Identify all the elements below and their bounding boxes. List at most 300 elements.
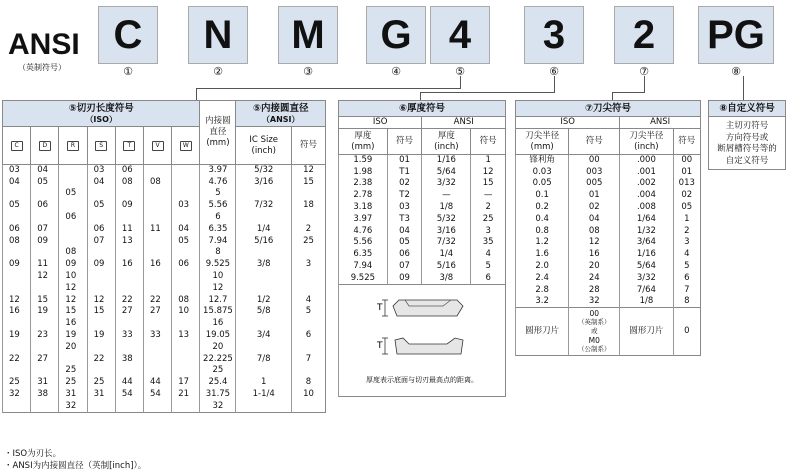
table-row — [339, 225, 506, 237]
code-box-3: M — [278, 6, 338, 64]
table-cell: 2.4 — [516, 272, 569, 284]
table-cell: 1/32 — [620, 225, 673, 237]
table-cell: 8 — [292, 377, 326, 389]
table-cell — [31, 212, 59, 224]
t7-col2: 符号 — [569, 129, 620, 155]
table-cell: 33 — [144, 330, 172, 342]
table-cell: 08 — [115, 176, 143, 188]
table-cell — [115, 282, 143, 294]
table-cell: 6 — [673, 272, 700, 284]
table-cell: 0.4 — [516, 213, 569, 225]
table-cell — [31, 247, 59, 259]
table-cell: 04 — [3, 176, 31, 188]
table-cell — [87, 247, 115, 259]
t6-col4: 符号 — [471, 129, 506, 155]
table-cell: 4.76 — [339, 225, 388, 237]
table-cell: 03 — [172, 200, 200, 212]
table-row — [339, 155, 506, 167]
table-cell — [3, 282, 31, 294]
t6-col3: 厚度 (inch) — [422, 129, 471, 155]
table-cell — [172, 282, 200, 294]
table-cell — [292, 365, 326, 377]
table-cell: 25 — [200, 365, 236, 377]
table-row — [3, 165, 326, 177]
table-cell — [172, 176, 200, 188]
table-cell: 12 — [471, 166, 506, 178]
table-cell — [236, 212, 292, 224]
table-cell — [31, 400, 59, 412]
table-cell — [115, 212, 143, 224]
table-cell: T2 — [387, 190, 422, 202]
table-cell: 11 — [115, 223, 143, 235]
table-cell: 15 — [87, 306, 115, 318]
table-cell: 04 — [172, 223, 200, 235]
table-cell — [236, 271, 292, 283]
table-cell: 22 — [144, 294, 172, 306]
table-cell — [172, 188, 200, 200]
table-cell: 2.78 — [339, 190, 388, 202]
table-cell: 25 — [87, 377, 115, 389]
table-cell: 7/8 — [236, 353, 292, 365]
table-cell: 5.56 — [200, 200, 236, 212]
table-cell: 3/16 — [236, 176, 292, 188]
table-cell — [3, 271, 31, 283]
table-row — [516, 202, 701, 214]
thickness-diagram-cell — [339, 284, 506, 396]
table-cell: 5 — [471, 261, 506, 273]
table-cell: 19 — [87, 330, 115, 342]
table-cell: 7.94 — [339, 261, 388, 273]
table-cell: 2.0 — [516, 261, 569, 273]
table-cell — [144, 282, 172, 294]
table-cell — [236, 188, 292, 200]
table-row — [3, 188, 326, 200]
code-box-1: C — [98, 6, 158, 64]
table-cell: 16 — [115, 259, 143, 271]
table-cell: 08 — [144, 176, 172, 188]
table-cell: 27 — [115, 306, 143, 318]
table-row — [3, 318, 326, 330]
table-cell: 2.8 — [516, 284, 569, 296]
table-row — [516, 237, 701, 249]
table-cell: 12 — [59, 282, 87, 294]
thickness-diagram — [339, 286, 505, 394]
note-1: ・ISO为刃长。 — [4, 449, 62, 459]
table-cell: 09 — [31, 235, 59, 247]
table-cell: 06 — [87, 223, 115, 235]
table-cell: 1.2 — [516, 237, 569, 249]
table-cell: 1/16 — [620, 249, 673, 261]
table-cell: 09 — [59, 259, 87, 271]
table-cell: 013 — [673, 178, 700, 190]
table-cell: 2 — [673, 225, 700, 237]
table-cell: 12 — [3, 294, 31, 306]
t5-inscribed-header: 内接圆直径 (mm) — [200, 101, 236, 165]
table-cell: .001 — [620, 166, 673, 178]
table-cell: 00 — [673, 155, 700, 167]
table-cell: 15 — [31, 294, 59, 306]
table-cell: .008 — [620, 202, 673, 214]
table-cell: 22 — [3, 353, 31, 365]
table-cell — [115, 271, 143, 283]
table-cell — [31, 282, 59, 294]
table-cell: 0.8 — [516, 225, 569, 237]
code-box-2: N — [188, 6, 248, 64]
table-cell: 16 — [144, 259, 172, 271]
table-cell: 0.03 — [516, 166, 569, 178]
table-cell — [3, 341, 31, 353]
table-row — [3, 341, 326, 353]
table-cell — [87, 341, 115, 353]
table-cell — [144, 271, 172, 283]
table-cell: 3/32 — [422, 178, 471, 190]
table-row — [339, 202, 506, 214]
code-box-8: PG — [698, 6, 774, 64]
table-cell: 10 — [200, 271, 236, 283]
table-cell: 06 — [387, 249, 422, 261]
table-cell — [144, 247, 172, 259]
code-box-7: 2 — [614, 6, 674, 64]
table-cell: 12.7 — [200, 294, 236, 306]
round-insert-ansi-code: 0 — [673, 308, 700, 356]
table-row — [3, 365, 326, 377]
table-cell: 01 — [673, 166, 700, 178]
table-cell: 3 — [471, 225, 506, 237]
table-cell: 7/32 — [422, 237, 471, 249]
table-cell: 1-1/4 — [236, 389, 292, 401]
table-cell: 44 — [115, 377, 143, 389]
table-cell — [3, 212, 31, 224]
table-cell: 25 — [59, 377, 87, 389]
t6-col2: 符号 — [387, 129, 422, 155]
table-cell: 7.94 — [200, 235, 236, 247]
table-row — [3, 223, 326, 235]
table-cell: 1 — [236, 377, 292, 389]
table-cell — [87, 365, 115, 377]
table-cell: 1/4 — [236, 223, 292, 235]
table-cell: 1/8 — [620, 296, 673, 308]
table-cell — [236, 247, 292, 259]
table-cell — [87, 400, 115, 412]
table-cell — [144, 235, 172, 247]
table-cell: 12 — [569, 237, 620, 249]
connector-6-h — [420, 92, 555, 93]
code-number-4: ④ — [391, 65, 401, 78]
table-cell — [292, 271, 326, 283]
table-cell — [144, 365, 172, 377]
table-cell — [115, 247, 143, 259]
table-row — [516, 272, 701, 284]
table-cell: 6 — [200, 212, 236, 224]
table-cell: 04 — [387, 225, 422, 237]
table-row — [339, 249, 506, 261]
table-cell: 3.97 — [200, 165, 236, 177]
table-cell: 21 — [172, 389, 200, 401]
cutting-edge-table — [2, 100, 326, 413]
table-cell: 7/64 — [620, 284, 673, 296]
table-cell: 05 — [387, 237, 422, 249]
code-number-5: ⑤ — [455, 65, 465, 78]
table-cell: 38 — [31, 389, 59, 401]
table-row — [516, 166, 701, 178]
t7-col1: 刀尖半径 (mm) — [516, 129, 569, 155]
table-cell: 3/8 — [236, 259, 292, 271]
t6-iso: ISO — [339, 117, 422, 129]
table-cell: 07 — [387, 261, 422, 273]
table-cell — [292, 282, 326, 294]
table-cell — [172, 212, 200, 224]
table-cell — [292, 212, 326, 224]
ansi-sublabel: （英制符号） — [18, 63, 66, 72]
table-cell: 3 — [673, 237, 700, 249]
note-2: ・ANSI为内接圆直径（英制[inch]）。 — [4, 461, 147, 471]
table-row — [516, 284, 701, 296]
table-cell — [59, 223, 87, 235]
table-cell: 6 — [471, 272, 506, 284]
table-cell: 05 — [87, 200, 115, 212]
table-row — [3, 235, 326, 247]
table-cell: 07 — [31, 223, 59, 235]
code-number-2: ② — [213, 65, 223, 78]
table-row — [3, 271, 326, 283]
table-cell: 54 — [144, 389, 172, 401]
table-cell — [87, 318, 115, 330]
table-cell: 31 — [87, 389, 115, 401]
table-cell: 44 — [144, 377, 172, 389]
table-cell: 32 — [59, 400, 87, 412]
table-cell: 15.875 — [200, 306, 236, 318]
table-cell — [172, 271, 200, 283]
table-cell: 8 — [673, 296, 700, 308]
table-cell: 31 — [31, 377, 59, 389]
table-cell: 5.56 — [339, 237, 388, 249]
connector-8 — [743, 76, 744, 100]
table-cell: 35 — [471, 237, 506, 249]
connector-5 — [460, 76, 461, 88]
table-cell: 3.97 — [339, 213, 388, 225]
table-cell: 32 — [569, 296, 620, 308]
table-cell — [172, 341, 200, 353]
table-cell: 33 — [115, 330, 143, 342]
table-cell: 31 — [59, 389, 87, 401]
table-cell — [59, 353, 87, 365]
table-cell: 6 — [292, 330, 326, 342]
table-row — [3, 330, 326, 342]
table-cell: 1/64 — [620, 213, 673, 225]
table-cell: 12 — [200, 282, 236, 294]
table-row — [516, 261, 701, 273]
table-cell: 09 — [3, 259, 31, 271]
table-cell: 09 — [115, 200, 143, 212]
table-cell: 3/64 — [620, 237, 673, 249]
table-cell: 04 — [569, 213, 620, 225]
table-cell: 25 — [59, 365, 87, 377]
table-cell: 25 — [292, 235, 326, 247]
table-cell: 3/32 — [620, 272, 673, 284]
table-cell: 05 — [59, 188, 87, 200]
thickness-table — [338, 100, 506, 397]
table-cell: 16 — [3, 306, 31, 318]
shape-d-icon: D — [31, 127, 59, 165]
table-cell: 22 — [87, 353, 115, 365]
table-cell — [59, 200, 87, 212]
table-cell: .004 — [620, 190, 673, 202]
code-number-1: ① — [123, 65, 133, 78]
table-cell: 27 — [144, 306, 172, 318]
table-cell: 15 — [292, 176, 326, 188]
table-cell — [144, 341, 172, 353]
table-cell: 5/64 — [620, 261, 673, 273]
table-cell: 1.59 — [339, 155, 388, 167]
table-cell — [144, 353, 172, 365]
table-cell: 19 — [31, 306, 59, 318]
table-cell: 06 — [59, 212, 87, 224]
table-cell: 7 — [292, 353, 326, 365]
table-cell: 2 — [292, 223, 326, 235]
table-cell: 54 — [115, 389, 143, 401]
table-cell — [115, 318, 143, 330]
table-cell: 2 — [471, 202, 506, 214]
table-cell — [236, 282, 292, 294]
code-number-6: ⑥ — [549, 65, 559, 78]
table-cell: 6.35 — [339, 249, 388, 261]
table-cell: 10 — [59, 271, 87, 283]
table-cell — [144, 165, 172, 177]
table-cell — [172, 353, 200, 365]
table-cell — [172, 247, 200, 259]
table-cell: 32 — [200, 400, 236, 412]
table-cell — [144, 212, 172, 224]
t6-ansi: ANSI — [422, 117, 506, 129]
table-cell: 22 — [115, 294, 143, 306]
table-row — [516, 249, 701, 261]
t7-col4: 符号 — [673, 129, 700, 155]
t5-code-header: 符号 — [292, 127, 326, 165]
table-cell — [292, 400, 326, 412]
table-cell: 06 — [31, 200, 59, 212]
table-cell: 5/32 — [236, 165, 292, 177]
connector-7-v — [612, 92, 613, 100]
table-cell — [31, 188, 59, 200]
table-row — [516, 155, 701, 167]
table-cell: 00 — [569, 155, 620, 167]
table-cell: 01 — [387, 155, 422, 167]
t8-body: 主切刃符号 方向符号或 断屑槽符号等的 自定义符号 — [717, 121, 777, 166]
table-cell: 10 — [172, 306, 200, 318]
connector-5-h — [196, 88, 461, 89]
table-cell — [59, 176, 87, 188]
round-insert-ansi-label: 圆形刀片 — [620, 308, 673, 356]
table-cell: 03 — [387, 202, 422, 214]
code-number-8: ⑧ — [731, 65, 741, 78]
table-cell: 5 — [200, 188, 236, 200]
shape-v-icon: V — [144, 127, 172, 165]
table-cell — [3, 400, 31, 412]
table-row — [339, 190, 506, 202]
table-row — [516, 213, 701, 225]
table-cell: 02 — [673, 190, 700, 202]
table-cell — [172, 365, 200, 377]
table-cell: 32 — [3, 389, 31, 401]
table-cell: 16 — [569, 249, 620, 261]
table-cell: 5/64 — [422, 166, 471, 178]
svg-text:厚度表示底面与切刃最高点的距离。: 厚度表示底面与切刃最高点的距离。 — [366, 376, 478, 385]
table-cell — [87, 188, 115, 200]
table-row — [339, 261, 506, 273]
svg-text:T: T — [377, 303, 383, 314]
table-cell: 12 — [87, 294, 115, 306]
table-cell: 5/16 — [422, 261, 471, 273]
table-cell: 5/16 — [236, 235, 292, 247]
round-insert-code: 00 （英制系） 或 M0 （公制系） — [569, 308, 620, 356]
table-cell — [59, 165, 87, 177]
table-cell — [31, 318, 59, 330]
shape-s-icon: S — [87, 127, 115, 165]
table-cell: 10 — [292, 389, 326, 401]
table-cell — [144, 200, 172, 212]
table-row — [3, 259, 326, 271]
t5-ic-size-header: IC Size (inch) — [236, 127, 292, 165]
table-cell — [236, 400, 292, 412]
table-row — [339, 237, 506, 249]
table-row — [516, 190, 701, 202]
table-cell: 04 — [87, 176, 115, 188]
table-cell: 27 — [31, 353, 59, 365]
table-cell: 23 — [31, 330, 59, 342]
table-cell: 1.6 — [516, 249, 569, 261]
table-cell: 09 — [387, 272, 422, 284]
table-cell: 3.2 — [516, 296, 569, 308]
table-cell — [3, 318, 31, 330]
table-cell: 06 — [172, 259, 200, 271]
table-cell: 08 — [172, 294, 200, 306]
shape-c-icon: C — [3, 127, 31, 165]
shape-r-icon: R — [59, 127, 87, 165]
table-cell: 24 — [569, 272, 620, 284]
table-cell: 15 — [471, 178, 506, 190]
table-cell: 02 — [387, 178, 422, 190]
custom-code-box — [708, 100, 786, 170]
table-cell: 8 — [200, 247, 236, 259]
table-cell — [236, 318, 292, 330]
table-cell — [292, 341, 326, 353]
code-number-3: ③ — [303, 65, 313, 78]
table-cell: .002 — [620, 178, 673, 190]
table-row — [3, 389, 326, 401]
table-cell — [87, 212, 115, 224]
table-cell: 03 — [87, 165, 115, 177]
table-row — [339, 272, 506, 284]
connector-5-v — [196, 88, 197, 100]
table-cell: 06 — [3, 223, 31, 235]
table-cell: 1/4 — [422, 249, 471, 261]
table-cell: 25 — [471, 213, 506, 225]
table-row — [516, 296, 701, 308]
connector-6-v — [420, 92, 421, 100]
table-cell: — — [422, 190, 471, 202]
table-row — [3, 176, 326, 188]
table-cell: 0.1 — [516, 190, 569, 202]
table-cell: 05 — [3, 200, 31, 212]
t6-title: ⑥厚度符号 — [339, 101, 506, 117]
table-cell: 08 — [569, 225, 620, 237]
table-cell: 1.98 — [339, 166, 388, 178]
table-cell: 1 — [471, 155, 506, 167]
table-cell: 0.05 — [516, 178, 569, 190]
t5-dia-title: ⑤内接圆直径 （ANSI） — [236, 101, 326, 127]
table-cell — [292, 318, 326, 330]
table-cell — [144, 318, 172, 330]
